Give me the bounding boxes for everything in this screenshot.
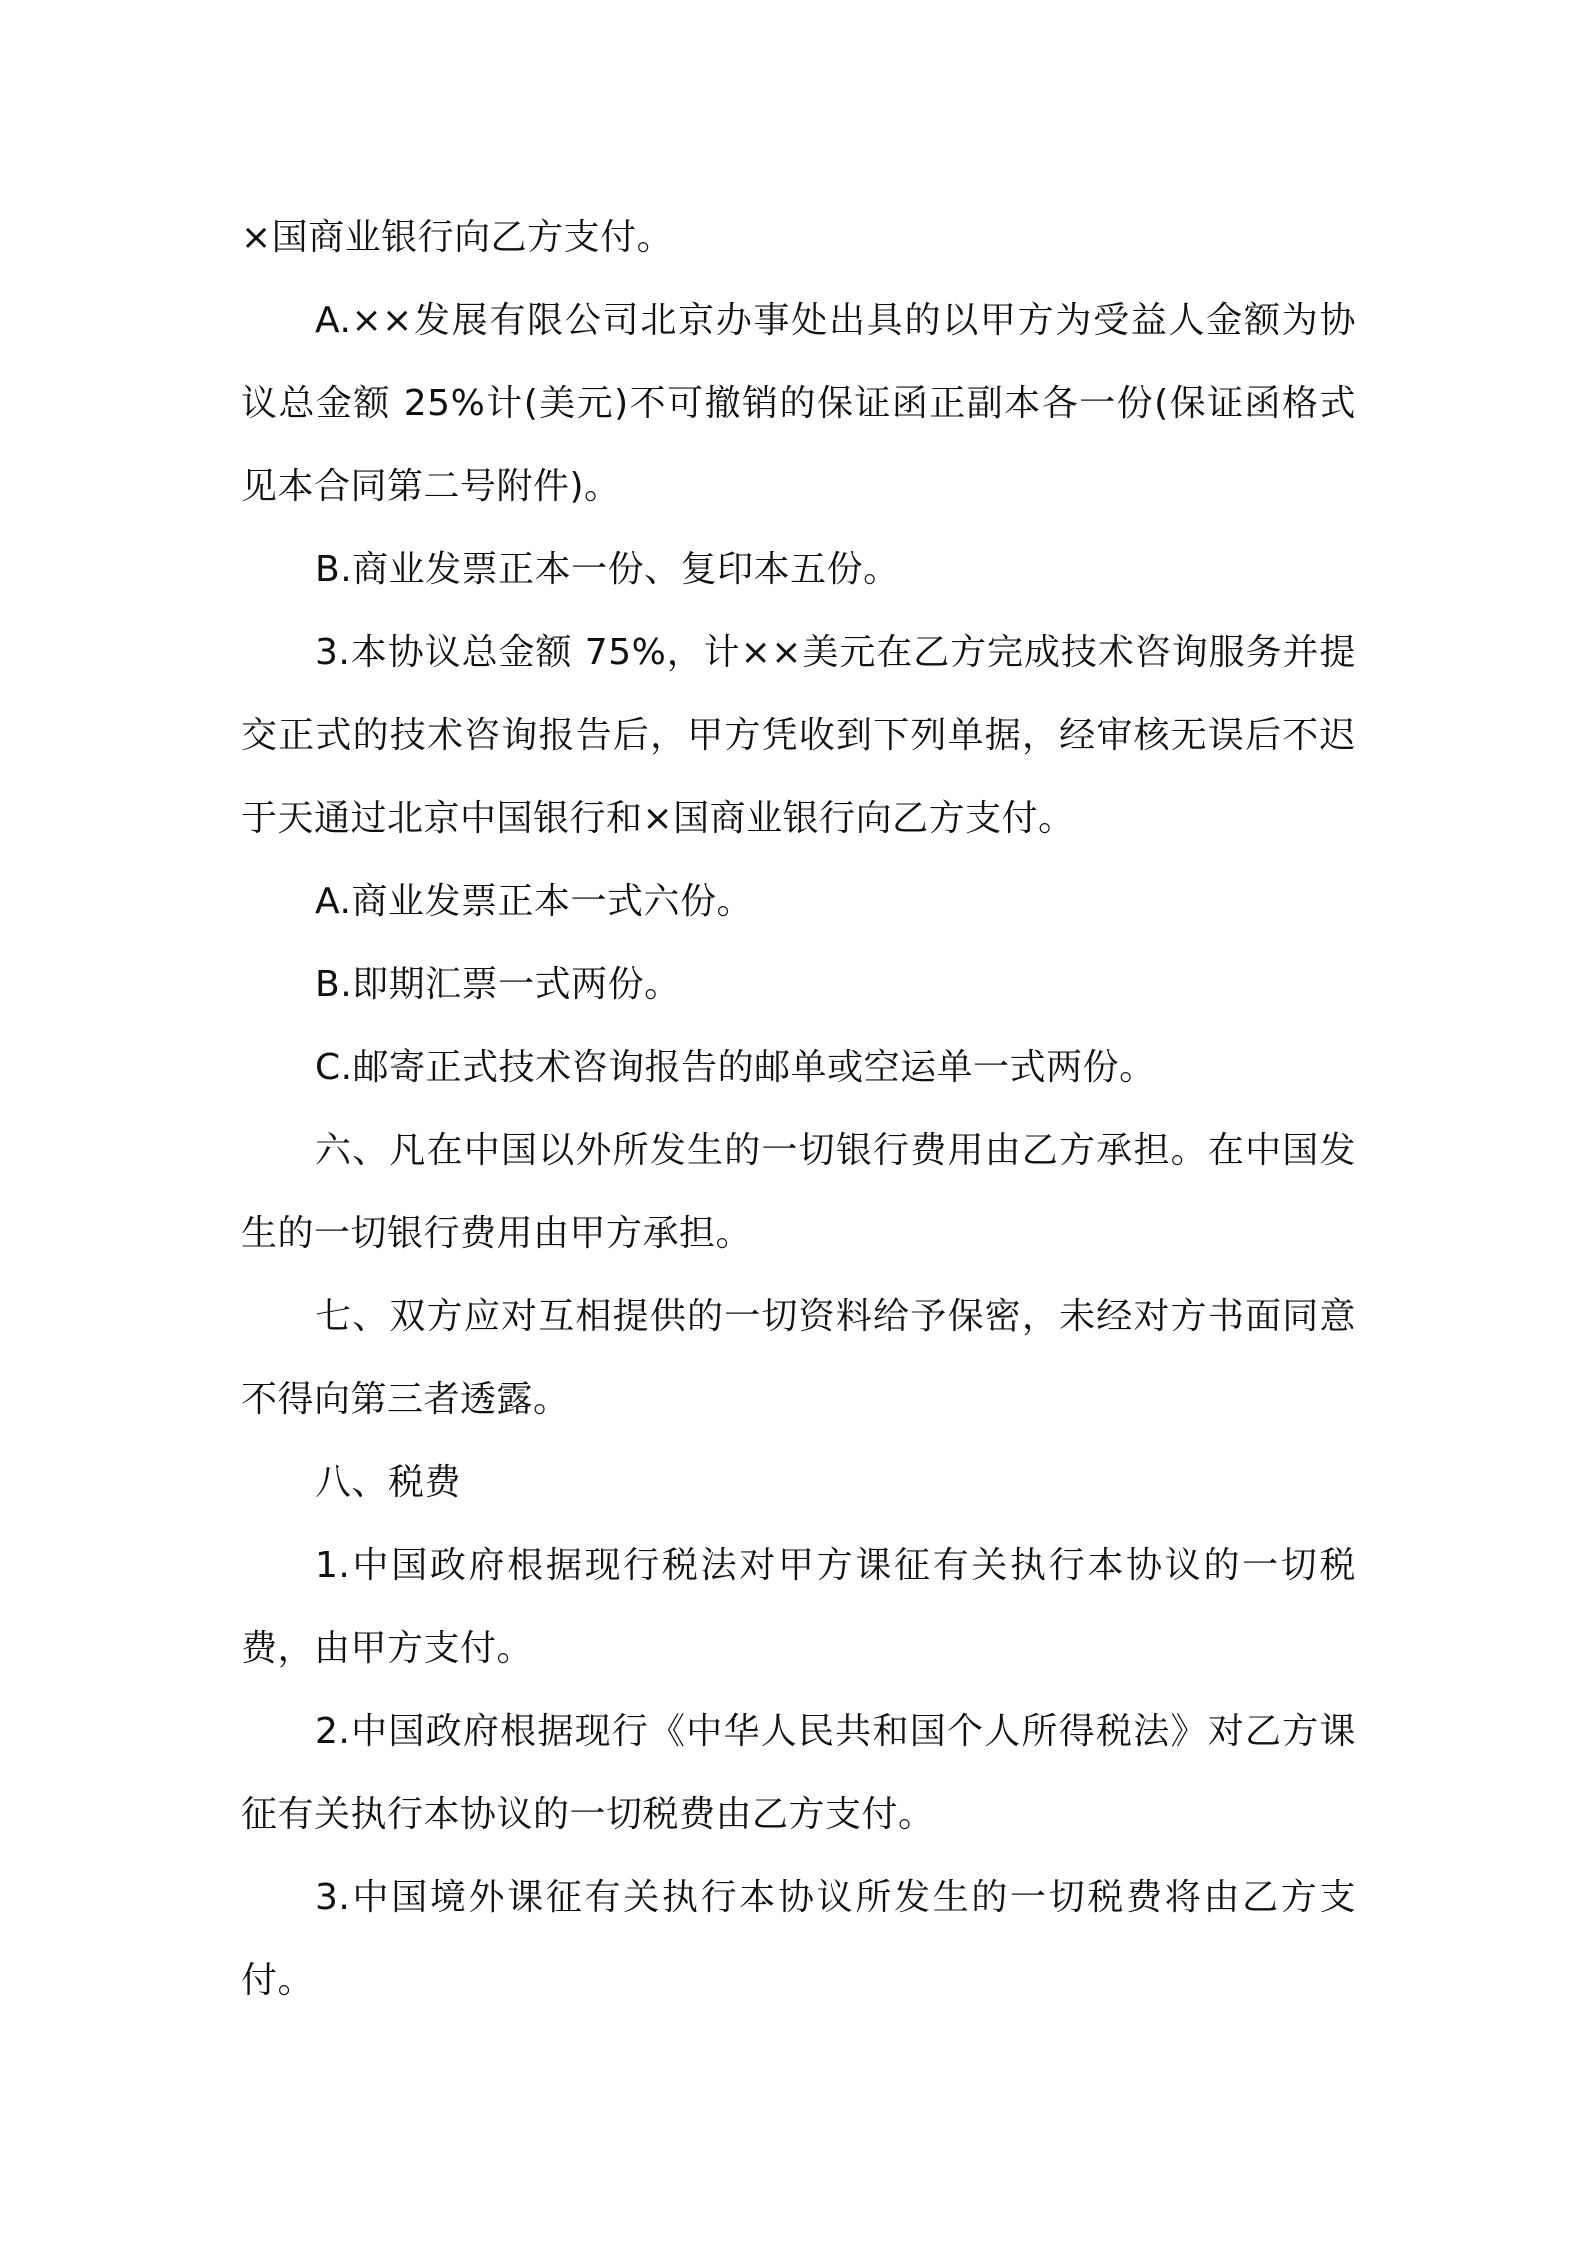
document-body [241, 196, 1356, 2022]
paragraph-section-6-bank-fees: 六、凡在中国以外所发生的一切银行费用由乙方承担。在中国发生的一切银行费用由甲方承担。 [241, 1130, 1356, 1254]
paragraph-item-b-invoice: B.商业发票正本一份、复印本五份。 [315, 549, 900, 590]
paragraph-section-7-confidentiality: 七、双方应对互相提供的一切资料给予保密，未经对方书面同意不得向第三者透露。 [241, 1296, 1356, 1420]
paragraph-item-c-waybill: C.邮寄正式技术咨询报告的邮单或空运单一式两份。 [315, 1047, 1156, 1088]
paragraph-tax-clause-2: 2.中国政府根据现行《中华人民共和国个人所得税法》对乙方课征有关执行本协议的一切税费由乙方支付。 [241, 1711, 1356, 1835]
paragraph-item-a-guarantee: A.××发展有限公司北京办事处出具的以甲方为受益人金额为协议总金额 25%计(美元)不可撤销的保证函正副本各一份(保证函格式见本合同第二号附件)。 [241, 300, 1356, 507]
paragraph-item-b-draft: B.即期汇票一式两份。 [315, 964, 681, 1005]
paragraph-item-a-invoice-six: A.商业发票正本一式六份。 [315, 881, 753, 922]
paragraph-tax-clause-1: 1.中国政府根据现行税法对甲方课征有关执行本协议的一切税费，由甲方支付。 [241, 1545, 1356, 1669]
paragraph-clause-3-payment: 3.本协议总金额 75%，计××美元在乙方完成技术咨询服务并提交正式的技术咨询报告后，甲方凭收到下列单据，经审核无误后不迟于天通过北京中国银行和×国商业银行向乙方支付。 [241, 632, 1356, 839]
section-heading-8-taxes: 八、税费 [315, 1462, 462, 1503]
paragraph-continuation: ×国商业银行向乙方支付。 [241, 217, 674, 258]
paragraph-tax-clause-3: 3.中国境外课征有关执行本协议所发生的一切税费将由乙方支付。 [241, 1877, 1356, 2001]
